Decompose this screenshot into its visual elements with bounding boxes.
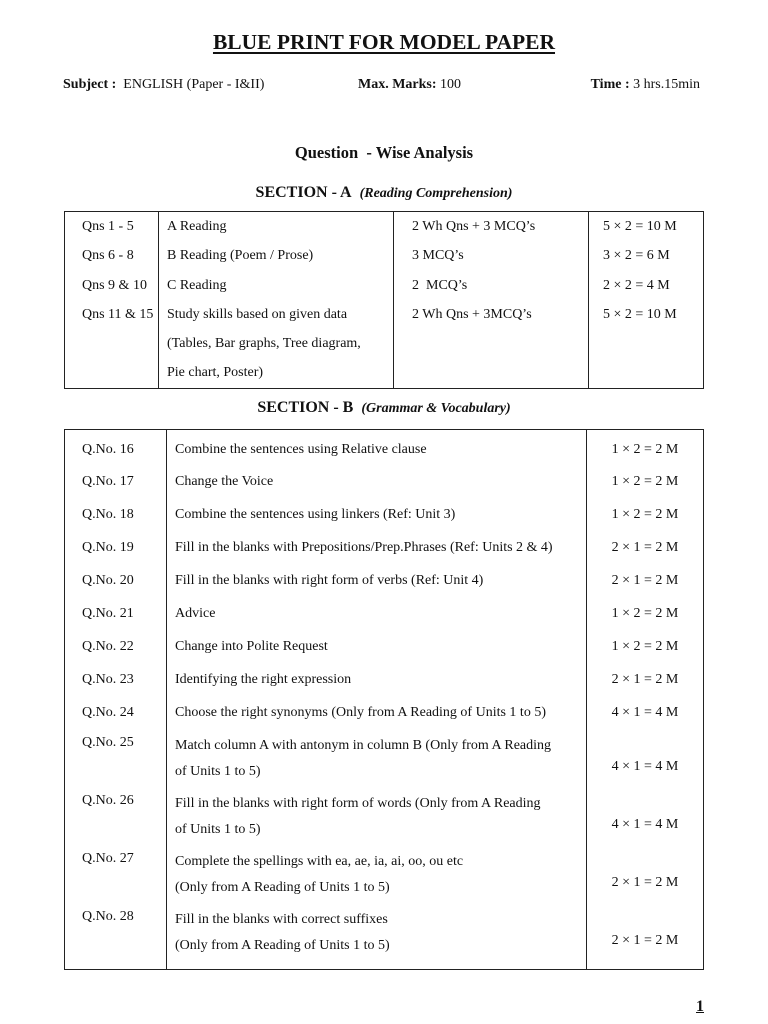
question-cell bbox=[65, 843, 167, 901]
question-pattern: 2 Wh Qns + 3 MCQ’s bbox=[412, 219, 536, 234]
question-number: Q.No. 17 bbox=[82, 474, 134, 489]
table-row bbox=[65, 901, 704, 970]
max-marks-label: Max. Marks: bbox=[358, 77, 437, 92]
table-row bbox=[65, 463, 704, 496]
question-number: Q.No. 20 bbox=[82, 573, 134, 588]
topic-line: of Units 1 to 5) bbox=[175, 764, 261, 779]
marks-cell bbox=[587, 430, 704, 464]
topic-cell bbox=[167, 595, 587, 628]
table-row bbox=[65, 595, 704, 628]
marks-value: 1 × 2 = 2 M bbox=[611, 639, 679, 654]
marks-value: 1 × 2 = 2 M bbox=[611, 474, 679, 489]
topic-line: Fill in the blanks with right form of words (Only from A Reading bbox=[175, 796, 541, 811]
question-number: Q.No. 19 bbox=[82, 540, 134, 555]
topic-cell bbox=[167, 901, 587, 970]
topic-text: A Reading bbox=[167, 219, 227, 234]
marks-cell bbox=[587, 463, 704, 496]
pattern-cell bbox=[394, 212, 589, 389]
question-pattern: 3 MCQ’s bbox=[412, 248, 464, 264]
marks-value: 1 × 2 = 2 M bbox=[611, 507, 679, 522]
marks-value: 2 × 1 = 2 M bbox=[611, 540, 679, 555]
table-row bbox=[65, 727, 704, 785]
marks-cell bbox=[587, 628, 704, 661]
question-cell bbox=[65, 529, 167, 562]
topic-cell bbox=[167, 694, 587, 727]
max-marks-info bbox=[358, 77, 461, 93]
section-b-table bbox=[64, 429, 704, 970]
question-cell bbox=[65, 212, 159, 389]
topic-text: B Reading (Poem / Prose) bbox=[167, 248, 314, 264]
question-number: Q.No. 18 bbox=[82, 507, 134, 522]
section-b-subtitle: (Grammar & Vocabulary) bbox=[361, 401, 511, 416]
time-label: Time : bbox=[590, 77, 630, 92]
marks-cell bbox=[587, 901, 704, 970]
topic-cell bbox=[167, 463, 587, 496]
section-b-label: SECTION - B bbox=[257, 399, 354, 416]
subject-label: Subject : bbox=[63, 77, 117, 92]
marks-cell bbox=[587, 595, 704, 628]
time-value: 3 hrs.15min bbox=[633, 77, 700, 92]
topic-text: Advice bbox=[175, 606, 216, 621]
question-cell bbox=[65, 727, 167, 785]
topic-line: of Units 1 to 5) bbox=[175, 822, 261, 837]
subject-value: ENGLISH (Paper - I&II) bbox=[123, 77, 265, 92]
question-number: Q.No. 27 bbox=[82, 851, 134, 866]
marks-cell bbox=[587, 529, 704, 562]
topic-cell bbox=[167, 661, 587, 694]
marks-value: 1 × 2 = 2 M bbox=[611, 442, 679, 457]
topic-cell bbox=[167, 727, 587, 785]
question-number: Q.No. 25 bbox=[82, 735, 134, 750]
topic-text bbox=[175, 901, 586, 959]
page-number: 1 bbox=[696, 998, 704, 1015]
max-marks-value: 100 bbox=[440, 77, 462, 92]
table-row bbox=[65, 843, 704, 901]
topic-cell bbox=[167, 843, 587, 901]
table-row bbox=[65, 562, 704, 595]
marks-cell bbox=[587, 843, 704, 901]
table-row bbox=[65, 661, 704, 694]
section-a-subtitle: (Reading Comprehension) bbox=[359, 186, 513, 201]
topic-cell bbox=[167, 430, 587, 464]
question-number: Qns 11 & 15 bbox=[82, 306, 154, 322]
marks-value: 1 × 2 = 2 M bbox=[611, 606, 679, 621]
topic-text: Pie chart, Poster) bbox=[167, 365, 264, 381]
question-cell bbox=[65, 562, 167, 595]
question-number: Qns 6 - 8 bbox=[82, 248, 134, 264]
topic-text: Identifying the right expression bbox=[175, 672, 352, 687]
marks-value: 5 × 2 = 10 M bbox=[603, 219, 677, 234]
question-cell bbox=[65, 463, 167, 496]
topic-text bbox=[175, 785, 586, 843]
marks-value: 2 × 1 = 2 M bbox=[611, 875, 679, 890]
question-number: Q.No. 24 bbox=[82, 705, 134, 720]
analysis-heading-text: Question - Wise Analysis bbox=[294, 143, 474, 162]
question-cell bbox=[65, 628, 167, 661]
section-b-title bbox=[0, 399, 768, 417]
marks-cell bbox=[587, 727, 704, 785]
topic-text: Change into Polite Request bbox=[175, 639, 328, 654]
marks-cell bbox=[589, 212, 704, 389]
analysis-heading bbox=[0, 143, 768, 163]
topic-text: Fill in the blanks with right form of verbs (Ref: Unit 4) bbox=[175, 573, 484, 588]
topic-text: Combine the sentences using Relative clause bbox=[175, 442, 427, 457]
question-cell bbox=[65, 901, 167, 970]
section-a-label: SECTION - A bbox=[255, 184, 352, 201]
topic-cell bbox=[159, 212, 394, 389]
marks-value: 4 × 1 = 4 M bbox=[611, 759, 679, 774]
marks-cell bbox=[587, 694, 704, 727]
section-a-title bbox=[0, 184, 768, 202]
page-title: BLUE PRINT FOR MODEL PAPER bbox=[212, 30, 556, 54]
table-row bbox=[65, 628, 704, 661]
table-row bbox=[65, 430, 704, 464]
question-number: Qns 1 - 5 bbox=[82, 219, 134, 234]
topic-cell bbox=[167, 496, 587, 529]
marks-value: 4 × 1 = 4 M bbox=[611, 705, 679, 720]
question-number: Q.No. 16 bbox=[82, 442, 134, 457]
subject-info bbox=[63, 77, 264, 93]
question-cell bbox=[65, 496, 167, 529]
topic-text: C Reading bbox=[167, 277, 227, 293]
marks-value: 2 × 1 = 2 M bbox=[611, 672, 679, 687]
topic-text bbox=[175, 843, 586, 901]
section-a-table bbox=[64, 211, 704, 389]
question-cell bbox=[65, 694, 167, 727]
question-number: Q.No. 22 bbox=[82, 639, 134, 654]
question-cell bbox=[65, 430, 167, 464]
table-row bbox=[65, 496, 704, 529]
question-number: Q.No. 21 bbox=[82, 606, 134, 621]
spacer bbox=[82, 329, 158, 358]
marks-cell bbox=[587, 562, 704, 595]
question-cell bbox=[65, 785, 167, 843]
question-number: Q.No. 26 bbox=[82, 793, 134, 808]
question-pattern: 2 MCQ’s bbox=[412, 277, 468, 293]
question-pattern: 2 Wh Qns + 3MCQ’s bbox=[412, 306, 532, 322]
topic-text: Fill in the blanks with Prepositions/Prep.Phrases (Ref: Units 2 & 4) bbox=[175, 540, 553, 555]
topic-text: Study skills based on given data bbox=[167, 306, 348, 322]
question-cell bbox=[65, 661, 167, 694]
topic-text: Choose the right synonyms (Only from A Reading of Units 1 to 5) bbox=[175, 705, 546, 720]
marks-value: 2 × 1 = 2 M bbox=[611, 933, 679, 948]
table-row bbox=[65, 785, 704, 843]
topic-cell bbox=[167, 562, 587, 595]
topic-text: Combine the sentences using linkers (Ref: Unit 3) bbox=[175, 507, 456, 522]
topic-cell bbox=[167, 628, 587, 661]
question-number: Q.No. 28 bbox=[82, 909, 134, 924]
topic-cell bbox=[167, 785, 587, 843]
topic-line: Match column A with antonym in column B (Only from A Reading bbox=[175, 738, 552, 753]
question-number: Q.No. 23 bbox=[82, 672, 134, 687]
table-row bbox=[65, 529, 704, 562]
topic-line: (Only from A Reading of Units 1 to 5) bbox=[175, 880, 390, 895]
question-cell bbox=[65, 595, 167, 628]
topic-text: (Tables, Bar graphs, Tree diagram, bbox=[167, 336, 361, 352]
topic-text bbox=[175, 727, 586, 785]
time-info bbox=[591, 77, 700, 93]
topic-text: Change the Voice bbox=[175, 474, 274, 489]
marks-value: 3 × 2 = 6 M bbox=[603, 248, 670, 264]
marks-value: 4 × 1 = 4 M bbox=[611, 817, 679, 832]
table-row bbox=[65, 694, 704, 727]
topic-line: Complete the spellings with ea, ae, ia, ai, oo, ou etc bbox=[175, 854, 464, 869]
marks-value: 2 × 2 = 4 M bbox=[603, 277, 670, 293]
marks-value: 2 × 1 = 2 M bbox=[611, 573, 679, 588]
question-number: Qns 9 & 10 bbox=[82, 277, 147, 293]
topic-line: Fill in the blanks with correct suffixes bbox=[175, 912, 388, 927]
marks-value: 5 × 2 = 10 M bbox=[603, 306, 677, 322]
marks-cell bbox=[587, 496, 704, 529]
topic-cell bbox=[167, 529, 587, 562]
table-row bbox=[65, 212, 704, 389]
topic-line: (Only from A Reading of Units 1 to 5) bbox=[175, 938, 390, 953]
spacer bbox=[82, 358, 158, 387]
marks-cell bbox=[587, 661, 704, 694]
marks-cell bbox=[587, 785, 704, 843]
